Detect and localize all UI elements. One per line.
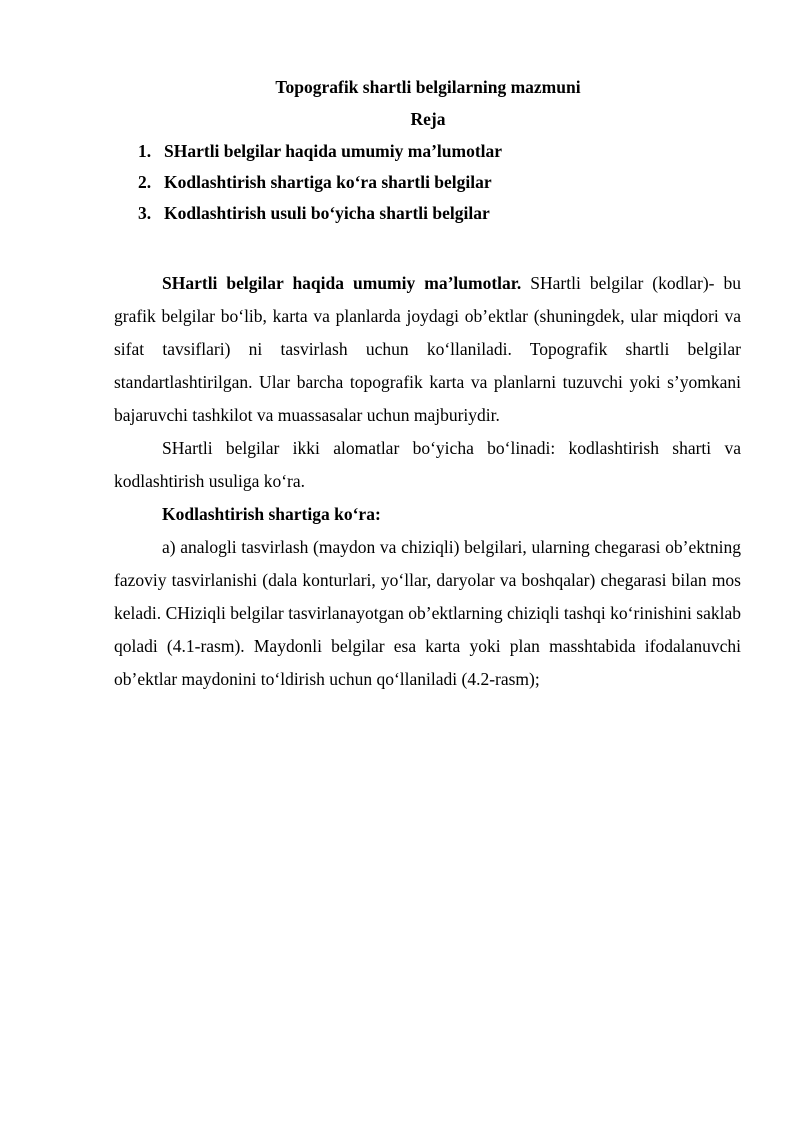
plan-item-number: 2. — [138, 172, 152, 192]
plan-item-text: Kodlashtirish shartiga ko‘ra shartli belgilar — [164, 172, 492, 192]
section-subheading: Kodlashtirish shartiga ko‘ra: — [162, 504, 381, 524]
paragraph-heading: SHartli belgilar haqida umumiy ma’lumotlar. — [162, 273, 522, 293]
plan-item-text: SHartli belgilar haqida umumiy ma’lumotlar — [164, 141, 503, 161]
plan-heading: Reja — [410, 109, 446, 129]
paragraph-text: SHartli belgilar (kodlar)- bu grafik belgilar bo‘lib, karta va planlarda joydagi ob’ektlar (shuningdek, ular miqdori va sifat tavsiflari) ni tasvirlash uchun ko‘llaniladi. Topografik shartli belgilar standartlashtirilgan. Ular barcha topografik karta va planlarni tuzuvchi yoki s’yomkani bajaruvchi tashkilot va muassasalar uchun majburiydir. — [114, 273, 741, 425]
document-title: Topografik shartli belgilarning mazmuni — [275, 77, 581, 97]
plan-item-number: 3. — [138, 203, 152, 223]
document-body — [114, 267, 741, 696]
paragraph-intro — [114, 267, 741, 432]
plan-item-number: 1. — [138, 141, 152, 161]
plan-list — [138, 140, 502, 233]
plan-item — [138, 202, 502, 233]
paragraph-text: a) analogli tasvirlash (maydon va chiziqli) belgilari, ularning chegarasi ob’ektning fazoviy tasvirlanishi (dala konturlari, yo‘llar, daryolar va boshqalar) chegarasi bilan mos keladi. CHiziqli belgilar tasvirlanayotgan ob’ektlarning chiziqli tashqi ko‘rinishini saklab qoladi (4.1-rasm). Maydonli belgilar esa karta yoki plan masshtabida ifodalanuvchi ob’ektlar maydonini to‘ldirish uchun qo‘llaniladi (4.2-rasm); — [114, 537, 741, 689]
paragraph-text: SHartli belgilar ikki alomatlar bo‘yicha bo‘linadi: kodlashtirish sharti va kodlashtirish usuliga ko‘ra. — [114, 438, 741, 491]
plan-item — [138, 171, 502, 202]
paragraph-subheading — [114, 498, 741, 531]
plan-item — [138, 140, 502, 171]
paragraph-division — [114, 432, 741, 498]
paragraph-analog — [114, 531, 741, 696]
plan-item-text: Kodlashtirish usuli bo‘yicha shartli belgilar — [164, 203, 490, 223]
